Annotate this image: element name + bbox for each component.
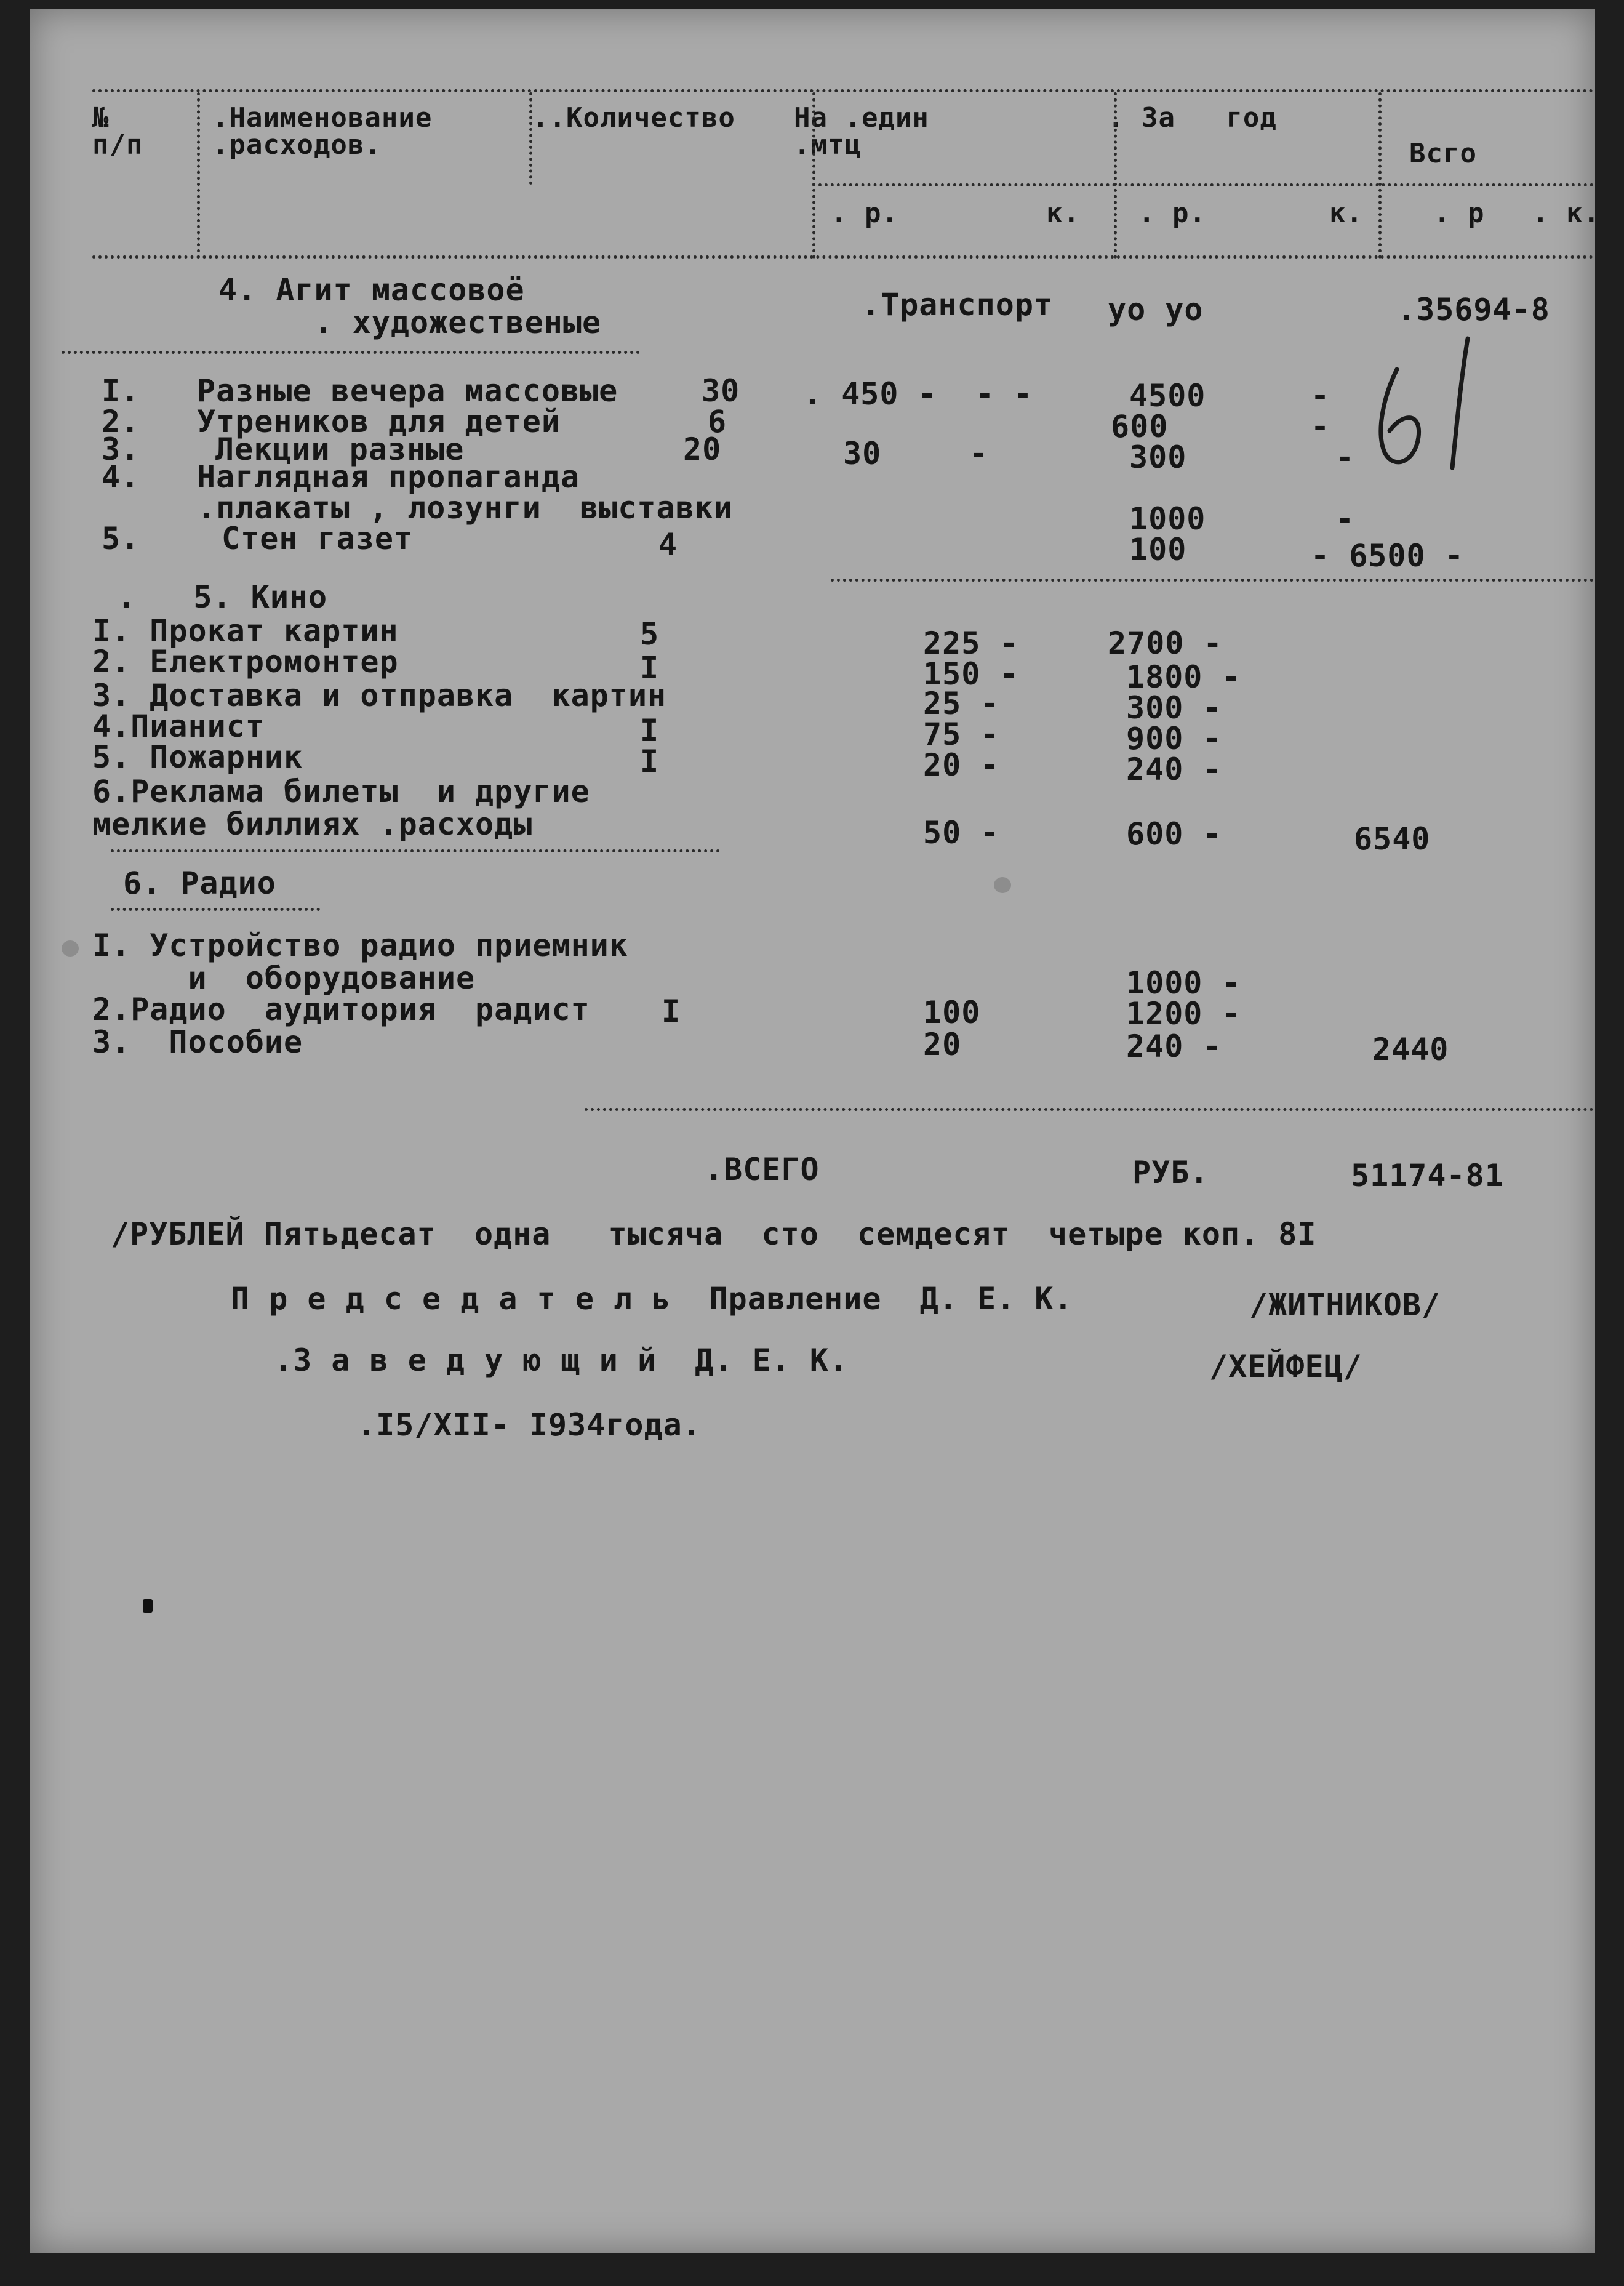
s4-row1-name: Разные вечера массовые <box>197 373 618 409</box>
s5-row3-year: 300 - <box>1126 690 1222 726</box>
header-mid-rule <box>812 183 1594 186</box>
s4-row1-num: I. <box>102 373 140 409</box>
s4-row1-unit: . 450 - - - <box>803 376 1033 412</box>
s5-row5-year: 240 - <box>1126 752 1222 787</box>
s6-subtotal: 2440 <box>1372 1032 1449 1067</box>
manager-label: .З а в е д у ю щ и й Д. Е. К. <box>274 1342 849 1378</box>
s5-row4-qty: I <box>640 713 660 748</box>
section4-title: 4. Агит массовоё . художественые <box>218 272 602 340</box>
s6-row3-year: 240 - <box>1126 1029 1222 1064</box>
s4-row1-dash: - <box>1311 378 1330 414</box>
header-kop3: . к. <box>1532 198 1600 229</box>
s5-row3-name: 3. Доставка и отправка картин <box>92 678 667 713</box>
header-name: .Наименование .расходов. <box>212 102 433 161</box>
s5-row2-unit: 150 - <box>923 656 1019 692</box>
chairman-label: П р е д с е д а т е л ь Правление Д. Е. К. <box>231 1281 1073 1317</box>
grand-total-currency: РУБ. <box>1132 1155 1209 1190</box>
col-divider-3 <box>812 92 815 259</box>
s5-row4-name: 4.Пианист <box>92 708 265 744</box>
s5-row6-name: 6.Реклама билеты и другие мелкие биллиях .расходы <box>92 774 590 842</box>
section4-carry: уо уо <box>1108 292 1204 327</box>
header-per-year: . За год <box>1108 102 1277 134</box>
header-kop2: к. <box>1329 198 1363 229</box>
s4-row3-dash: - <box>1335 439 1355 475</box>
stain-mark <box>62 940 79 957</box>
header-kop: к. <box>1046 198 1080 229</box>
s4-row3-qty: 20 <box>683 431 722 467</box>
header-top-rule <box>92 89 1594 92</box>
s4-row2-dash: - <box>1311 409 1330 444</box>
s4-row4-year: 1000 <box>1129 501 1206 537</box>
s6-row2-qty: I <box>662 993 681 1029</box>
s4-row2-year: 600 <box>1111 409 1169 444</box>
s5-row3-unit: 25 - <box>923 686 1000 721</box>
handwritten-page-number <box>1360 326 1495 480</box>
col-divider-5 <box>1378 92 1382 259</box>
grand-total-rule <box>585 1108 1594 1111</box>
s4-row5-num: 5. <box>102 521 140 556</box>
s4-row4-name: Наглядная пропаганда .плакаты , лозунги выставки <box>197 459 733 526</box>
s5-row1-qty: 5 <box>640 616 660 652</box>
header-num: № п/п <box>92 102 143 161</box>
s6-row2-unit: 100 <box>923 995 981 1030</box>
header-total: Всго <box>1409 138 1477 169</box>
s5-row1-name: I. Прокат картин <box>92 613 399 649</box>
s4-row1-year: 4500 <box>1129 378 1206 414</box>
header-rub: . р. <box>831 198 898 229</box>
s5-subtotal: 6540 <box>1354 821 1431 857</box>
s5-row1-year: 2700 - <box>1108 625 1223 661</box>
s4-row4-dash: - <box>1335 501 1355 537</box>
s5-row2-year: 1800 - <box>1126 659 1241 695</box>
manager-name: /ХЕЙФЕЦ/ <box>1209 1349 1362 1384</box>
section4-end-rule <box>831 579 1594 582</box>
section6-title: 6. Радио <box>123 865 276 901</box>
s4-row3-name: Лекции разные <box>215 431 465 467</box>
s6-row1-name: I. Устройство радио приемник и оборудование <box>92 928 628 996</box>
s4-row3-unit-dash: - <box>969 436 989 471</box>
s4-row4-num: 4. <box>102 459 140 495</box>
section6-title-rule <box>111 908 320 911</box>
grand-total-value: 51174-81 <box>1351 1158 1504 1193</box>
chairman-name: /ЖИТНИКОВ/ <box>1249 1287 1441 1323</box>
hole-mark <box>143 1599 153 1613</box>
s5-row6-unit: 50 - <box>923 815 1000 851</box>
header-rub3: . р <box>1434 198 1485 229</box>
total-in-words: /РУБЛЕЙ Пятьдесат одна тысяча сто семдесят четыре коп. 8I <box>111 1216 1317 1252</box>
section4-carry-total: .35694-8 <box>1397 292 1550 327</box>
s4-row2-qty: 6 <box>708 404 727 439</box>
header-per-unit: На .един .мтц <box>794 102 929 161</box>
col-divider-1 <box>197 92 200 259</box>
s5-row2-name: 2. Електромонтер <box>92 644 399 680</box>
s4-row3-unit: 30 <box>843 436 882 471</box>
stain-mark <box>994 877 1011 893</box>
col-divider-2 <box>529 92 532 185</box>
document-date: .I5/XII- I934года. <box>357 1407 702 1443</box>
header-bottom-rule <box>92 255 1594 259</box>
s4-row1-qty: 30 <box>702 373 740 409</box>
s4-row5-name: Стен газет <box>222 521 414 556</box>
section5-title: . 5. Кино <box>117 579 328 615</box>
s5-row2-qty: I <box>640 650 660 686</box>
section4-transport: .Транспорт <box>862 287 1054 323</box>
s6-row3-unit: 20 <box>923 1027 962 1062</box>
section5-rule <box>111 849 720 852</box>
s5-row4-year: 900 - <box>1126 721 1222 756</box>
section4-rule <box>62 351 640 354</box>
s4-row5-year: 100 <box>1129 532 1187 567</box>
s5-row5-name: 5. Пожарник <box>92 739 303 775</box>
s5-row6-year: 600 - <box>1126 816 1222 852</box>
grand-total-label: .ВСЕГО <box>705 1152 820 1187</box>
s5-row5-unit: 20 - <box>923 747 1000 783</box>
s4-row2-name: Утреников для детей <box>197 404 561 439</box>
s5-row1-unit: 225 - <box>923 625 1019 661</box>
s6-row1-year: 1000 - <box>1126 965 1241 1001</box>
s6-row2-year: 1200 - <box>1126 996 1241 1032</box>
col-divider-4 <box>1114 92 1117 259</box>
s6-row3-name: 3. Пособие <box>92 1024 303 1060</box>
s6-row2-name: 2.Радио аудитория радист <box>92 992 590 1027</box>
s4-row3-num: 3. <box>102 431 140 467</box>
s4-row3-year: 300 <box>1129 439 1187 475</box>
s4-subtotal: - 6500 - <box>1311 538 1464 574</box>
s4-row2-num: 2. <box>102 404 140 439</box>
s4-row5-qty: 4 <box>658 527 678 563</box>
header-rub2: . р. <box>1138 198 1206 229</box>
s5-row4-unit: 75 - <box>923 716 1000 752</box>
s5-row5-qty: I <box>640 744 660 779</box>
header-qty: ..Количество <box>532 102 735 134</box>
